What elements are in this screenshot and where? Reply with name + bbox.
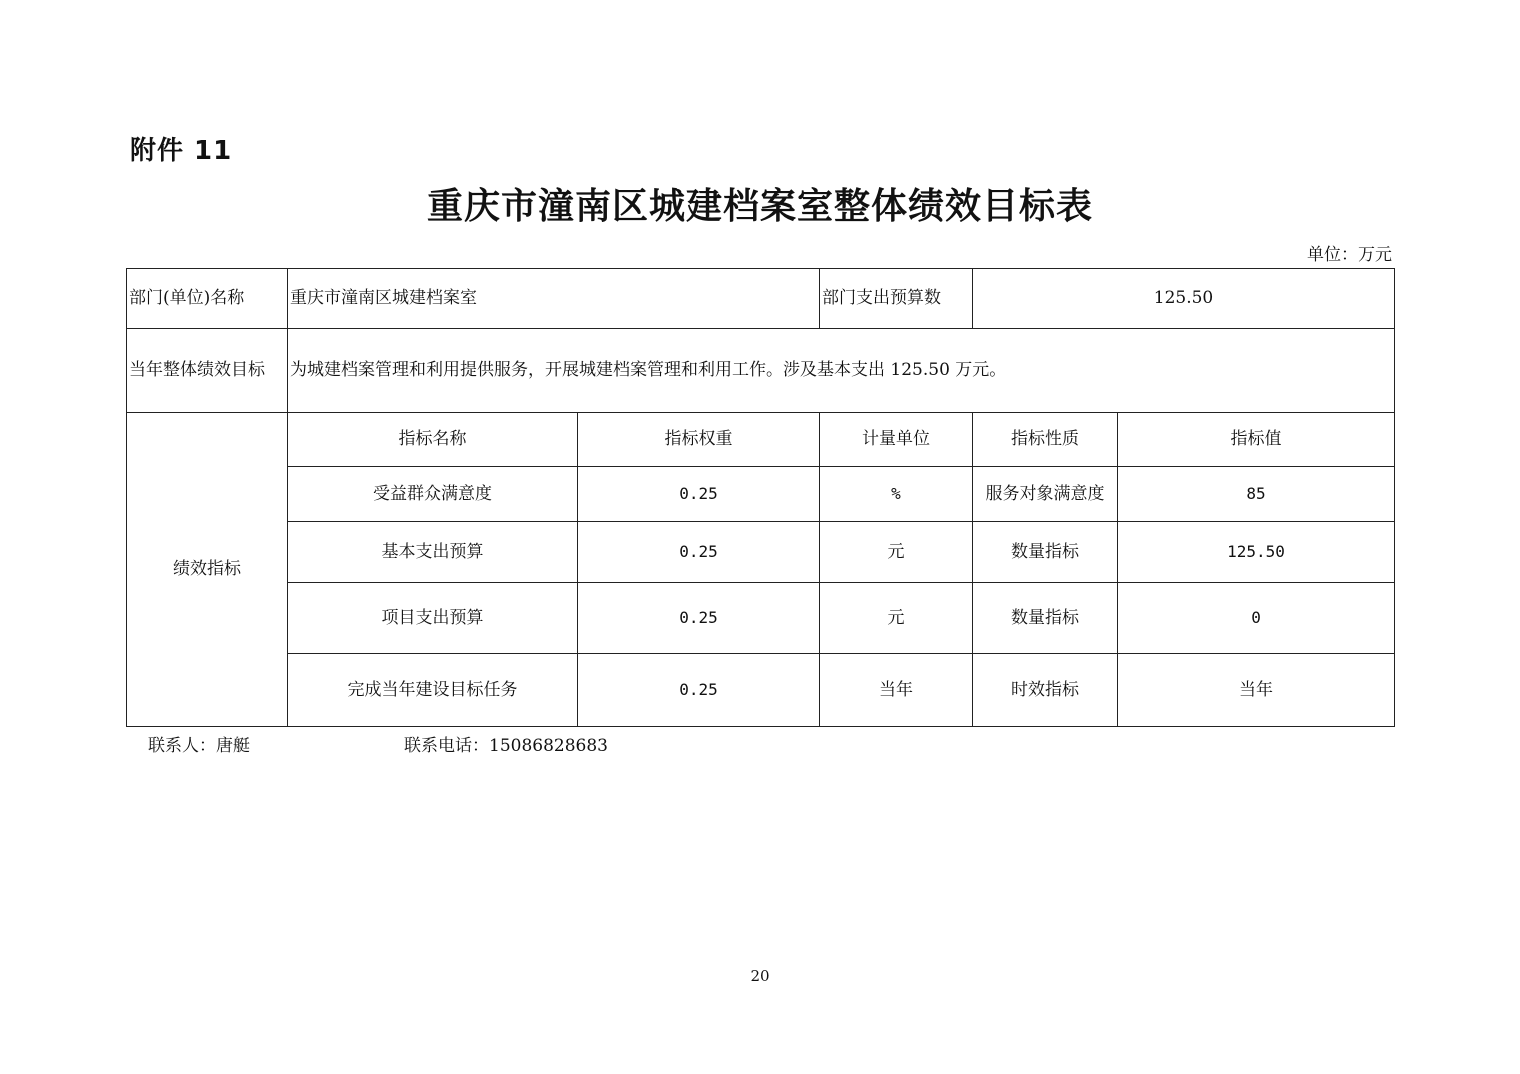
page-title: 重庆市潼南区城建档案室整体绩效目标表 xyxy=(426,185,1093,227)
table-row xyxy=(127,467,1395,522)
indicator-nature: 时效指标 xyxy=(973,654,1118,727)
indicators-label: 绩效指标 xyxy=(127,413,288,727)
header-unit: 计量单位 xyxy=(820,413,973,467)
header-indicator-weight: 指标权重 xyxy=(578,413,820,467)
indicator-nature: 数量指标 xyxy=(973,522,1118,583)
indicator-value: 当年 xyxy=(1118,654,1395,727)
indicator-weight: 0.25 xyxy=(578,654,820,727)
indicator-value: 125.50 xyxy=(1118,522,1395,583)
contact-phone: 联系电话：15086828683 xyxy=(404,736,608,756)
dept-label: 部门(单位)名称 xyxy=(127,269,288,329)
header-nature: 指标性质 xyxy=(973,413,1118,467)
indicator-unit: 元 xyxy=(820,583,973,654)
table-row xyxy=(127,522,1395,583)
attachment-label: 附件 11 xyxy=(130,136,233,166)
goal-label: 当年整体绩效目标 xyxy=(127,329,288,413)
indicator-name: 受益群众满意度 xyxy=(288,467,578,522)
indicator-weight: 0.25 xyxy=(578,522,820,583)
indicator-unit: % xyxy=(820,467,973,522)
header-indicator-name: 指标名称 xyxy=(288,413,578,467)
indicator-unit: 当年 xyxy=(820,654,973,727)
indicator-name: 基本支出预算 xyxy=(288,522,578,583)
unit-label: 单位：万元 xyxy=(1307,245,1392,265)
indicator-unit: 元 xyxy=(820,522,973,583)
budget-label: 部门支出预算数 xyxy=(820,269,973,329)
goal-row xyxy=(127,329,1395,413)
performance-table xyxy=(126,268,1395,727)
budget-value: 125.50 xyxy=(973,269,1395,329)
indicator-name: 完成当年建设目标任务 xyxy=(288,654,578,727)
indicator-nature: 服务对象满意度 xyxy=(973,467,1118,522)
indicator-value: 0 xyxy=(1118,583,1395,654)
indicator-nature: 数量指标 xyxy=(973,583,1118,654)
indicator-value: 85 xyxy=(1118,467,1395,522)
table-row xyxy=(127,654,1395,727)
goal-value: 为城建档案管理和利用提供服务，开展城建档案管理和利用工作。涉及基本支出 125.50 万元。 xyxy=(288,329,1395,413)
page-number: 20 xyxy=(750,967,770,985)
indicator-header-row xyxy=(127,413,1395,467)
dept-value: 重庆市潼南区城建档案室 xyxy=(288,269,820,329)
indicator-weight: 0.25 xyxy=(578,583,820,654)
header-value: 指标值 xyxy=(1118,413,1395,467)
table-row xyxy=(127,583,1395,654)
indicator-name: 项目支出预算 xyxy=(288,583,578,654)
indicator-weight: 0.25 xyxy=(578,467,820,522)
dept-row xyxy=(127,269,1395,329)
contact-person: 联系人：唐艇 xyxy=(148,736,250,756)
